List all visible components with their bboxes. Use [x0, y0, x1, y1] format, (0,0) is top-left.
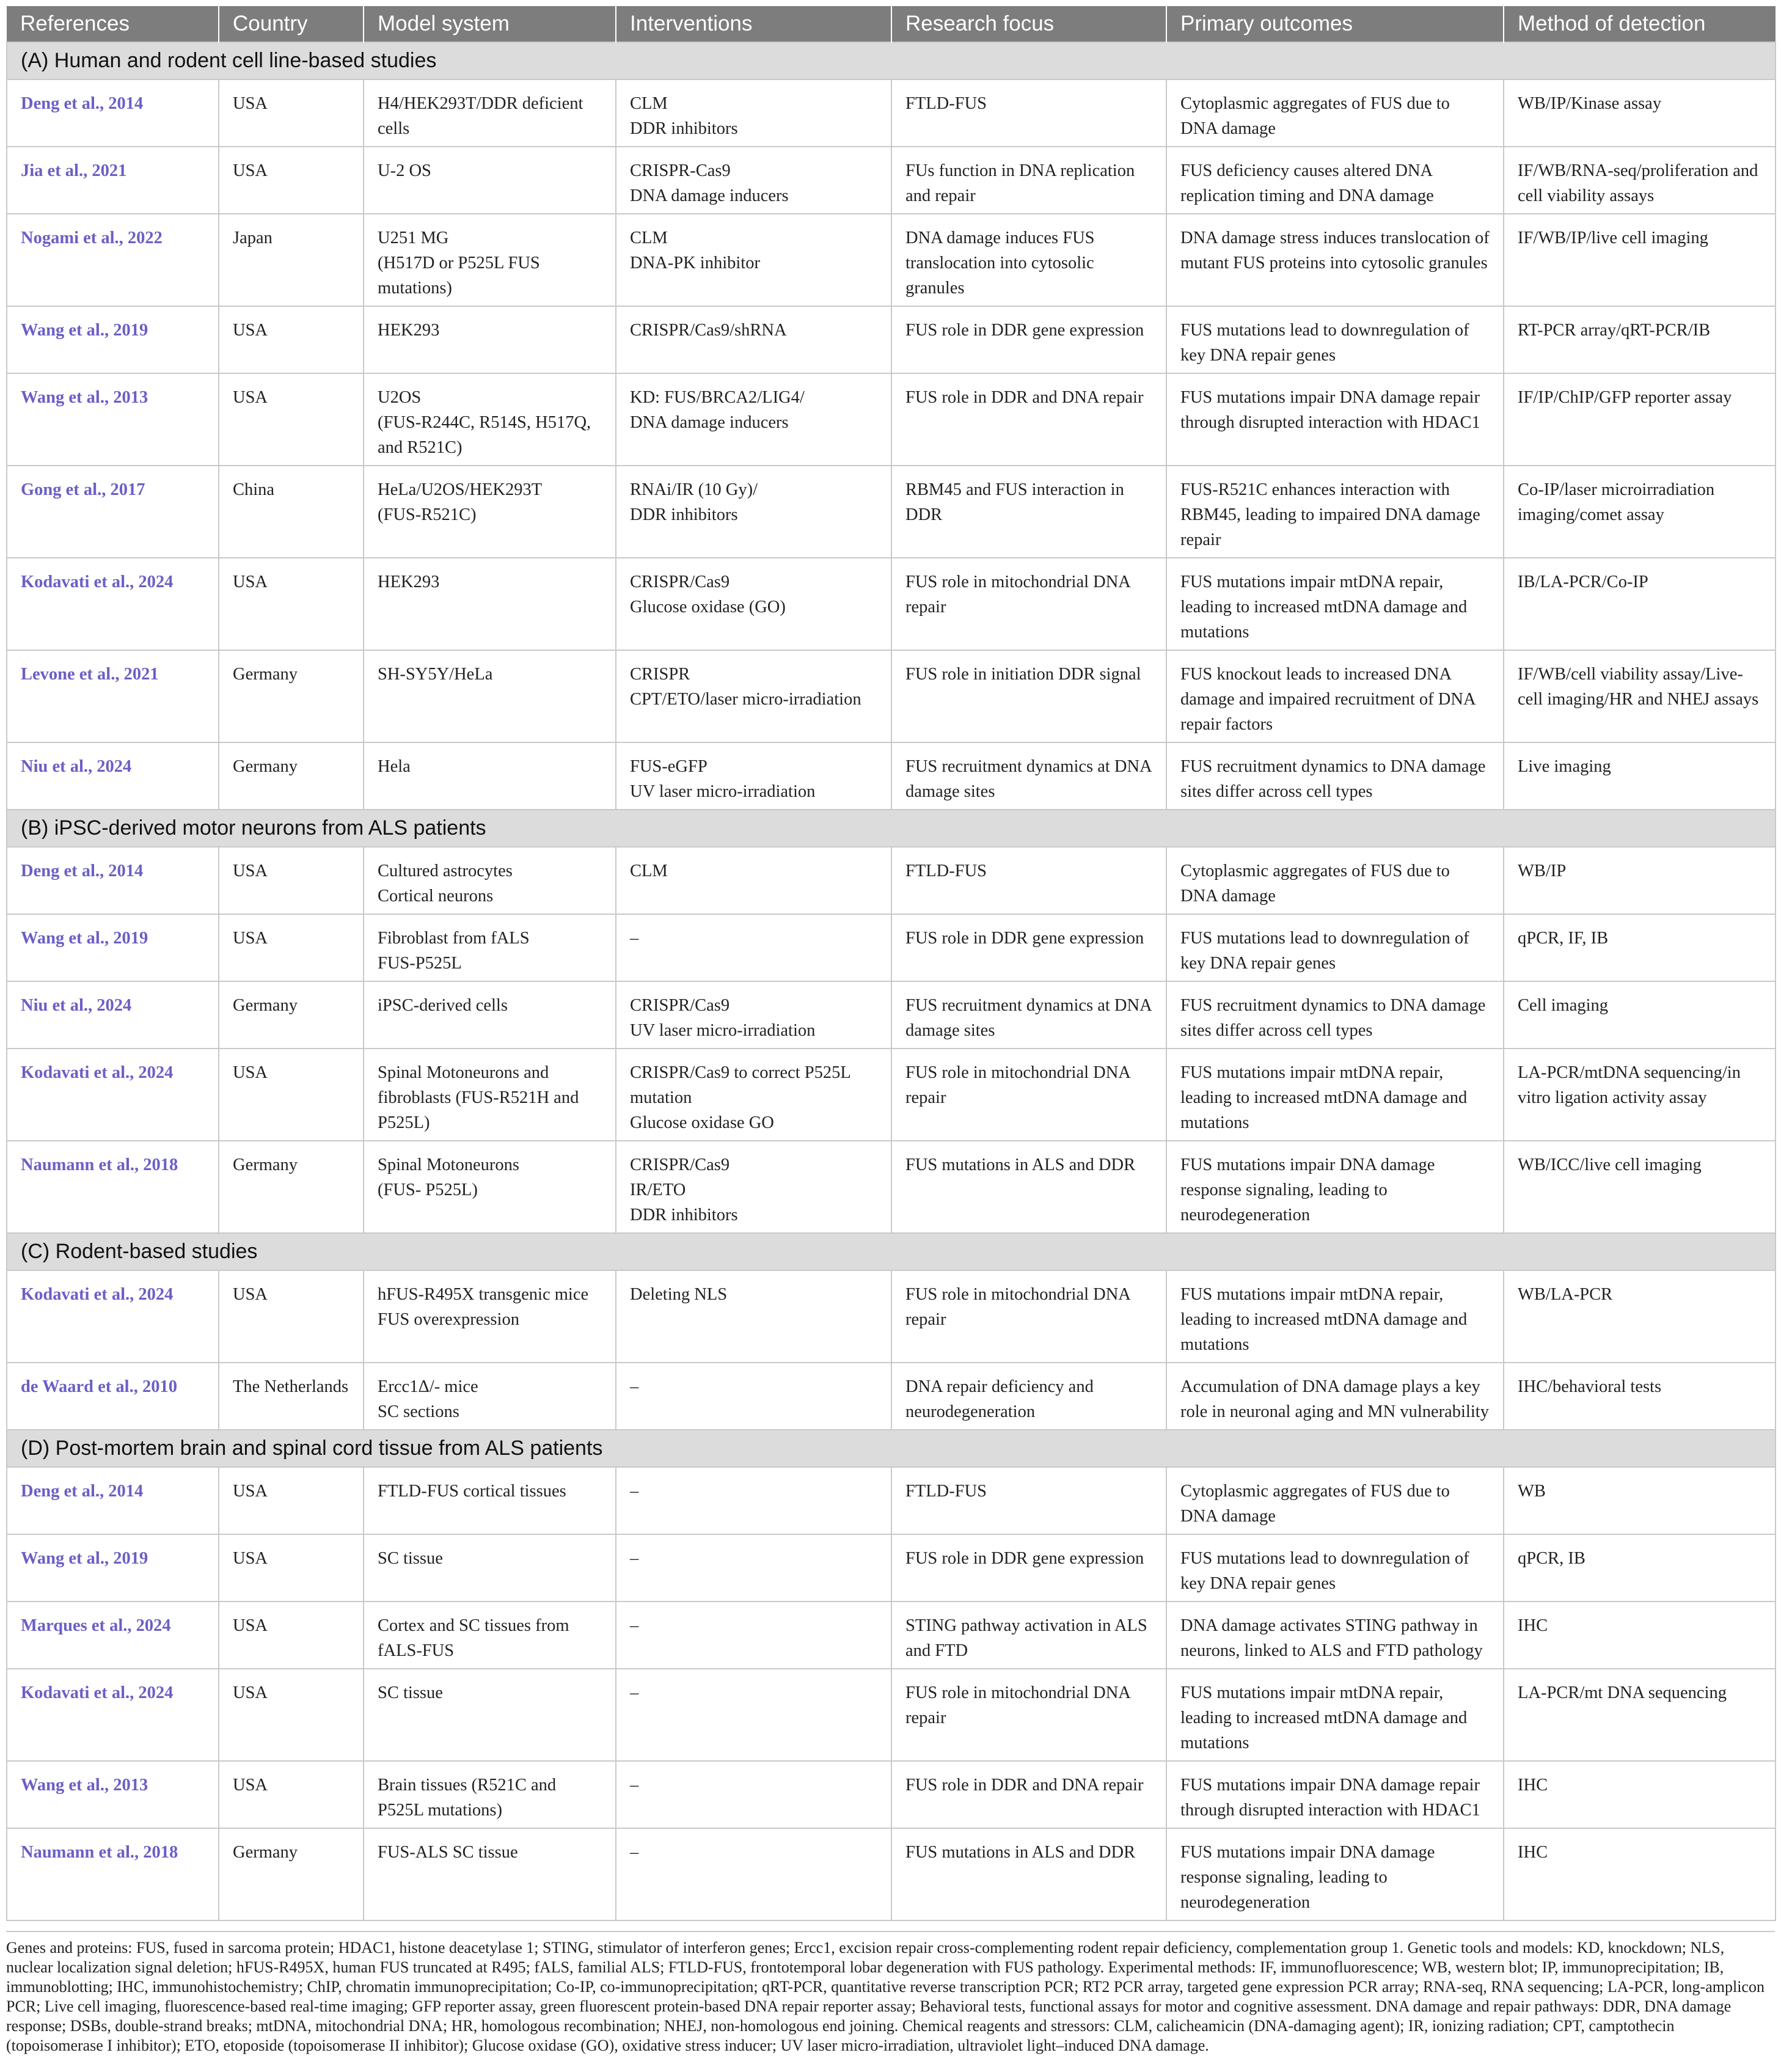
- primary-outcomes-cell: FUS knockout leads to increased DNA damage and impaired recruitment of DNA repair factors: [1166, 650, 1504, 742]
- table-row: [7, 373, 1776, 466]
- column-header-model-system: Model system: [364, 6, 616, 42]
- research-focus-cell: FUS role in mitochondrial DNA repair: [891, 1049, 1166, 1141]
- method-cell: WB: [1504, 1467, 1776, 1534]
- country-cell: The Netherlands: [219, 1363, 364, 1430]
- reference-cell[interactable]: Niu et al., 2024: [7, 742, 219, 810]
- research-focus-cell: FUS mutations in ALS and DDR: [891, 1828, 1166, 1920]
- research-focus-cell: FUS role in DDR gene expression: [891, 1534, 1166, 1602]
- column-header-interventions: Interventions: [616, 6, 891, 42]
- model-system-cell: hFUS-R495X transgenic mice FUS overexpression: [364, 1270, 616, 1363]
- section-header-row: [7, 1430, 1776, 1467]
- model-system-cell: U-2 OS: [364, 147, 616, 214]
- primary-outcomes-cell: Cytoplasmic aggregates of FUS due to DNA damage: [1166, 847, 1504, 914]
- primary-outcomes-cell: FUS mutations lead to downregulation of key DNA repair genes: [1166, 914, 1504, 981]
- table-row: [7, 79, 1776, 147]
- method-cell: Co-IP/laser microirradiation imaging/comet assay: [1504, 466, 1776, 558]
- interventions-cell: CLM DDR inhibitors: [616, 79, 891, 147]
- country-cell: USA: [219, 147, 364, 214]
- interventions-cell: CRISPR/Cas9 UV laser micro-irradiation: [616, 981, 891, 1049]
- table-row: [7, 1270, 1776, 1363]
- section-title: (A) Human and rodent cell line-based studies: [7, 42, 1776, 79]
- method-cell: IF/IP/ChIP/GFP reporter assay: [1504, 373, 1776, 466]
- interventions-cell: –: [616, 1467, 891, 1534]
- table-row: [7, 214, 1776, 306]
- primary-outcomes-cell: FUS deficiency causes altered DNA replication timing and DNA damage: [1166, 147, 1504, 214]
- country-cell: USA: [219, 306, 364, 373]
- reference-cell[interactable]: Wang et al., 2019: [7, 914, 219, 981]
- research-focus-cell: FUS role in DDR gene expression: [891, 306, 1166, 373]
- country-cell: USA: [219, 847, 364, 914]
- reference-cell[interactable]: Levone et al., 2021: [7, 650, 219, 742]
- section-title: (B) iPSC-derived motor neurons from ALS patients: [7, 810, 1776, 847]
- primary-outcomes-cell: FUS-R521C enhances interaction with RBM45, leading to impaired DNA damage repair: [1166, 466, 1504, 558]
- reference-cell[interactable]: Gong et al., 2017: [7, 466, 219, 558]
- section-header-row: [7, 1233, 1776, 1270]
- primary-outcomes-cell: DNA damage stress induces translocation of mutant FUS proteins into cytosolic granules: [1166, 214, 1504, 306]
- primary-outcomes-cell: FUS mutations lead to downregulation of key DNA repair genes: [1166, 1534, 1504, 1602]
- method-cell: Cell imaging: [1504, 981, 1776, 1049]
- primary-outcomes-cell: Cytoplasmic aggregates of FUS due to DNA damage: [1166, 79, 1504, 147]
- table-row: [7, 742, 1776, 810]
- country-cell: USA: [219, 1049, 364, 1141]
- interventions-cell: –: [616, 1761, 891, 1828]
- table-row: [7, 1761, 1776, 1828]
- method-cell: IF/WB/IP/live cell imaging: [1504, 214, 1776, 306]
- country-cell: Germany: [219, 1141, 364, 1233]
- model-system-cell: FUS-ALS SC tissue: [364, 1828, 616, 1920]
- column-header-country: Country: [219, 6, 364, 42]
- model-system-cell: U251 MG (H517D or P525L FUS mutations): [364, 214, 616, 306]
- model-system-cell: Ercc1Δ/- mice SC sections: [364, 1363, 616, 1430]
- research-focus-cell: FUS recruitment dynamics at DNA damage sites: [891, 981, 1166, 1049]
- country-cell: Germany: [219, 742, 364, 810]
- research-focus-cell: DNA damage induces FUS translocation into cytosolic granules: [891, 214, 1166, 306]
- section-title: (C) Rodent-based studies: [7, 1233, 1776, 1270]
- reference-cell[interactable]: Wang et al., 2019: [7, 1534, 219, 1602]
- country-cell: USA: [219, 1270, 364, 1363]
- country-cell: Germany: [219, 650, 364, 742]
- table-footnote: Genes and proteins: FUS, fused in sarcoma protein; HDAC1, histone deacetylase 1; STING, stimulator of interferon genes; Ercc1, excision repair cross-complementing rodent repair deficiency, complementation group 1. Genetic tools and models: KD, knockdown; NLS, nuclear localization signal deletion; hFUS-R495X, human FUS truncated at R495; fALS, familial ALS; FTLD-FUS, frontotemporal lobar degeneration with FUS pathology. Experimental methods: IF, immunofluorescence; WB, western blot; IP, immunoprecipitation; IB, immunoblotting; IHC, immunohistochemistry; ChIP, chromatin immunoprecipitation; Co-IP, co-immunoprecipitation; qRT-PCR, quantitative reverse transcription PCR; RT2 PCR array, targeted gene expression PCR array; RNA-seq, RNA sequencing; LA-PCR, long-amplicon PCR; Live cell imaging, fluorescence-based real-time imaging; GFP reporter assay, green fluorescent protein-based DNA repair reporter assay; Behavioral tests, functional assays for motor and cognitive assessment. DNA damage and repair pathways: DDR, DNA damage response; DSBs, double-strand breaks; mtDNA, mitochondrial DNA; HR, homologous recombination; NHEJ, non-homologous end joining. Chemical reagents and stressors: CLM, calicheamicin (DNA-damaging agent); IR, ionizing radiation; CPT, camptothecin (topoisomerase I inhibitor); ETO, etoposide (topoisomerase II inhibitor); Glucose oxidase (GO), oxidative stress inducer; UV laser micro-irradiation, ultraviolet light–induced DNA damage.: [6, 1931, 1775, 2056]
- studies-table: [6, 6, 1776, 1921]
- research-focus-cell: FUs function in DNA replication and repair: [891, 147, 1166, 214]
- header-row: [7, 6, 1776, 42]
- table-row: [7, 558, 1776, 650]
- country-cell: USA: [219, 1467, 364, 1534]
- column-header-primary-outcomes: Primary outcomes: [1166, 6, 1504, 42]
- table-row: [7, 650, 1776, 742]
- table-row: [7, 466, 1776, 558]
- method-cell: WB/IP: [1504, 847, 1776, 914]
- country-cell: USA: [219, 1602, 364, 1669]
- interventions-cell: –: [616, 1534, 891, 1602]
- research-focus-cell: FUS role in initiation DDR signal: [891, 650, 1166, 742]
- model-system-cell: SC tissue: [364, 1534, 616, 1602]
- research-focus-cell: FUS role in mitochondrial DNA repair: [891, 1669, 1166, 1761]
- model-system-cell: FTLD-FUS cortical tissues: [364, 1467, 616, 1534]
- method-cell: WB/IP/Kinase assay: [1504, 79, 1776, 147]
- table-row: [7, 1534, 1776, 1602]
- method-cell: qPCR, IB: [1504, 1534, 1776, 1602]
- model-system-cell: Spinal Motoneurons (FUS- P525L): [364, 1141, 616, 1233]
- table-row: [7, 1669, 1776, 1761]
- interventions-cell: CRISPR/Cas9 to correct P525L mutation Glucose oxidase GO: [616, 1049, 891, 1141]
- model-system-cell: iPSC-derived cells: [364, 981, 616, 1049]
- country-cell: USA: [219, 1761, 364, 1828]
- method-cell: qPCR, IF, IB: [1504, 914, 1776, 981]
- method-cell: RT-PCR array/qRT-PCR/IB: [1504, 306, 1776, 373]
- primary-outcomes-cell: Cytoplasmic aggregates of FUS due to DNA damage: [1166, 1467, 1504, 1534]
- primary-outcomes-cell: Accumulation of DNA damage plays a key role in neuronal aging and MN vulnerability: [1166, 1363, 1504, 1430]
- interventions-cell: KD: FUS/BRCA2/LIG4/ DNA damage inducers: [616, 373, 891, 466]
- method-cell: IHC: [1504, 1828, 1776, 1920]
- method-cell: IB/LA-PCR/Co-IP: [1504, 558, 1776, 650]
- country-cell: USA: [219, 914, 364, 981]
- method-cell: IF/WB/cell viability assay/Live-cell imaging/HR and NHEJ assays: [1504, 650, 1776, 742]
- table-row: [7, 1049, 1776, 1141]
- section-header-row: [7, 42, 1776, 79]
- interventions-cell: –: [616, 1669, 891, 1761]
- interventions-cell: CRISPR/Cas9/shRNA: [616, 306, 891, 373]
- method-cell: IF/WB/RNA-seq/proliferation and cell viability assays: [1504, 147, 1776, 214]
- interventions-cell: CRISPR/Cas9 Glucose oxidase (GO): [616, 558, 891, 650]
- research-focus-cell: FTLD-FUS: [891, 79, 1166, 147]
- research-focus-cell: FTLD-FUS: [891, 1467, 1166, 1534]
- method-cell: LA-PCR/mt DNA sequencing: [1504, 1669, 1776, 1761]
- primary-outcomes-cell: FUS mutations impair DNA damage response signaling, leading to neurodegeneration: [1166, 1828, 1504, 1920]
- method-cell: Live imaging: [1504, 742, 1776, 810]
- country-cell: USA: [219, 373, 364, 466]
- method-cell: WB/LA-PCR: [1504, 1270, 1776, 1363]
- model-system-cell: Cultured astrocytes Cortical neurons: [364, 847, 616, 914]
- primary-outcomes-cell: FUS recruitment dynamics to DNA damage sites differ across cell types: [1166, 742, 1504, 810]
- table-row: [7, 1828, 1776, 1920]
- research-focus-cell: FUS role in mitochondrial DNA repair: [891, 558, 1166, 650]
- interventions-cell: CLM: [616, 847, 891, 914]
- model-system-cell: HEK293: [364, 306, 616, 373]
- table-row: [7, 1141, 1776, 1233]
- table-row: [7, 1467, 1776, 1534]
- method-cell: LA-PCR/mtDNA sequencing/in vitro ligation activity assay: [1504, 1049, 1776, 1141]
- method-cell: WB/ICC/live cell imaging: [1504, 1141, 1776, 1233]
- reference-cell[interactable]: Niu et al., 2024: [7, 981, 219, 1049]
- table-row: [7, 147, 1776, 214]
- reference-cell[interactable]: Wang et al., 2013: [7, 373, 219, 466]
- interventions-cell: –: [616, 1828, 891, 1920]
- section-title: (D) Post-mortem brain and spinal cord tissue from ALS patients: [7, 1430, 1776, 1467]
- country-cell: Germany: [219, 981, 364, 1049]
- country-cell: USA: [219, 79, 364, 147]
- interventions-cell: –: [616, 1602, 891, 1669]
- reference-cell[interactable]: Kodavati et al., 2024: [7, 1049, 219, 1141]
- primary-outcomes-cell: FUS mutations impair DNA damage response signaling, leading to neurodegeneration: [1166, 1141, 1504, 1233]
- research-focus-cell: FUS role in DDR and DNA repair: [891, 373, 1166, 466]
- country-cell: USA: [219, 1534, 364, 1602]
- model-system-cell: H4/HEK293T/DDR deficient cells: [364, 79, 616, 147]
- research-focus-cell: FUS recruitment dynamics at DNA damage sites: [891, 742, 1166, 810]
- table-row: [7, 914, 1776, 981]
- interventions-cell: Deleting NLS: [616, 1270, 891, 1363]
- primary-outcomes-cell: FUS mutations impair DNA damage repair through disrupted interaction with HDAC1: [1166, 1761, 1504, 1828]
- research-focus-cell: FUS role in DDR gene expression: [891, 914, 1166, 981]
- primary-outcomes-cell: FUS mutations lead to downregulation of key DNA repair genes: [1166, 306, 1504, 373]
- model-system-cell: SC tissue: [364, 1669, 616, 1761]
- method-cell: IHC: [1504, 1761, 1776, 1828]
- country-cell: Germany: [219, 1828, 364, 1920]
- interventions-cell: FUS-eGFP UV laser micro-irradiation: [616, 742, 891, 810]
- table-row: [7, 1363, 1776, 1430]
- country-cell: USA: [219, 1669, 364, 1761]
- table-row: [7, 306, 1776, 373]
- research-focus-cell: DNA repair deficiency and neurodegeneration: [891, 1363, 1166, 1430]
- research-focus-cell: FTLD-FUS: [891, 847, 1166, 914]
- model-system-cell: Hela: [364, 742, 616, 810]
- model-system-cell: SH-SY5Y/HeLa: [364, 650, 616, 742]
- country-cell: USA: [219, 558, 364, 650]
- primary-outcomes-cell: FUS mutations impair mtDNA repair, leading to increased mtDNA damage and mutations: [1166, 1270, 1504, 1363]
- reference-cell[interactable]: Kodavati et al., 2024: [7, 558, 219, 650]
- primary-outcomes-cell: DNA damage activates STING pathway in neurons, linked to ALS and FTD pathology: [1166, 1602, 1504, 1669]
- country-cell: Japan: [219, 214, 364, 306]
- primary-outcomes-cell: FUS recruitment dynamics to DNA damage sites differ across cell types: [1166, 981, 1504, 1049]
- interventions-cell: –: [616, 914, 891, 981]
- interventions-cell: CLM DNA-PK inhibitor: [616, 214, 891, 306]
- column-header-method-of-detection: Method of detection: [1504, 6, 1776, 42]
- model-system-cell: U2OS (FUS-R244C, R514S, H517Q, and R521C): [364, 373, 616, 466]
- reference-cell[interactable]: Kodavati et al., 2024: [7, 1270, 219, 1363]
- primary-outcomes-cell: FUS mutations impair DNA damage repair through disrupted interaction with HDAC1: [1166, 373, 1504, 466]
- research-focus-cell: FUS role in DDR and DNA repair: [891, 1761, 1166, 1828]
- reference-cell[interactable]: Deng et al., 2014: [7, 1467, 219, 1534]
- interventions-cell: CRISPR CPT/ETO/laser micro-irradiation: [616, 650, 891, 742]
- model-system-cell: Spinal Motoneurons and fibroblasts (FUS-R521H and P525L): [364, 1049, 616, 1141]
- model-system-cell: HeLa/U2OS/HEK293T (FUS-R521C): [364, 466, 616, 558]
- reference-cell[interactable]: Deng et al., 2014: [7, 847, 219, 914]
- section-header-row: [7, 810, 1776, 847]
- table-row: [7, 1602, 1776, 1669]
- reference-cell[interactable]: Wang et al., 2019: [7, 306, 219, 373]
- primary-outcomes-cell: FUS mutations impair mtDNA repair, leading to increased mtDNA damage and mutations: [1166, 1669, 1504, 1761]
- model-system-cell: HEK293: [364, 558, 616, 650]
- reference-cell[interactable]: Nogami et al., 2022: [7, 214, 219, 306]
- interventions-cell: –: [616, 1363, 891, 1430]
- reference-cell[interactable]: Marques et al., 2024: [7, 1602, 219, 1669]
- reference-cell[interactable]: Wang et al., 2013: [7, 1761, 219, 1828]
- model-system-cell: Brain tissues (R521C and P525L mutations): [364, 1761, 616, 1828]
- reference-cell[interactable]: de Waard et al., 2010: [7, 1363, 219, 1430]
- method-cell: IHC/behavioral tests: [1504, 1363, 1776, 1430]
- reference-cell[interactable]: Kodavati et al., 2024: [7, 1669, 219, 1761]
- research-focus-cell: FUS role in mitochondrial DNA repair: [891, 1270, 1166, 1363]
- primary-outcomes-cell: FUS mutations impair mtDNA repair, leading to increased mtDNA damage and mutations: [1166, 1049, 1504, 1141]
- table-row: [7, 847, 1776, 914]
- model-system-cell: Fibroblast from fALS FUS-P525L: [364, 914, 616, 981]
- interventions-cell: RNAi/IR (10 Gy)/ DDR inhibitors: [616, 466, 891, 558]
- column-header-research-focus: Research focus: [891, 6, 1166, 42]
- reference-cell[interactable]: Deng et al., 2014: [7, 79, 219, 147]
- reference-cell[interactable]: Naumann et al., 2018: [7, 1828, 219, 1920]
- primary-outcomes-cell: FUS mutations impair mtDNA repair, leading to increased mtDNA damage and mutations: [1166, 558, 1504, 650]
- table-row: [7, 981, 1776, 1049]
- interventions-cell: CRISPR-Cas9 DNA damage inducers: [616, 147, 891, 214]
- model-system-cell: Cortex and SC tissues from fALS-FUS: [364, 1602, 616, 1669]
- research-focus-cell: RBM45 and FUS interaction in DDR: [891, 466, 1166, 558]
- interventions-cell: CRISPR/Cas9 IR/ETO DDR inhibitors: [616, 1141, 891, 1233]
- reference-cell[interactable]: Jia et al., 2021: [7, 147, 219, 214]
- research-focus-cell: STING pathway activation in ALS and FTD: [891, 1602, 1166, 1669]
- column-header-references: References: [7, 6, 219, 42]
- research-focus-cell: FUS mutations in ALS and DDR: [891, 1141, 1166, 1233]
- reference-cell[interactable]: Naumann et al., 2018: [7, 1141, 219, 1233]
- method-cell: IHC: [1504, 1602, 1776, 1669]
- country-cell: China: [219, 466, 364, 558]
